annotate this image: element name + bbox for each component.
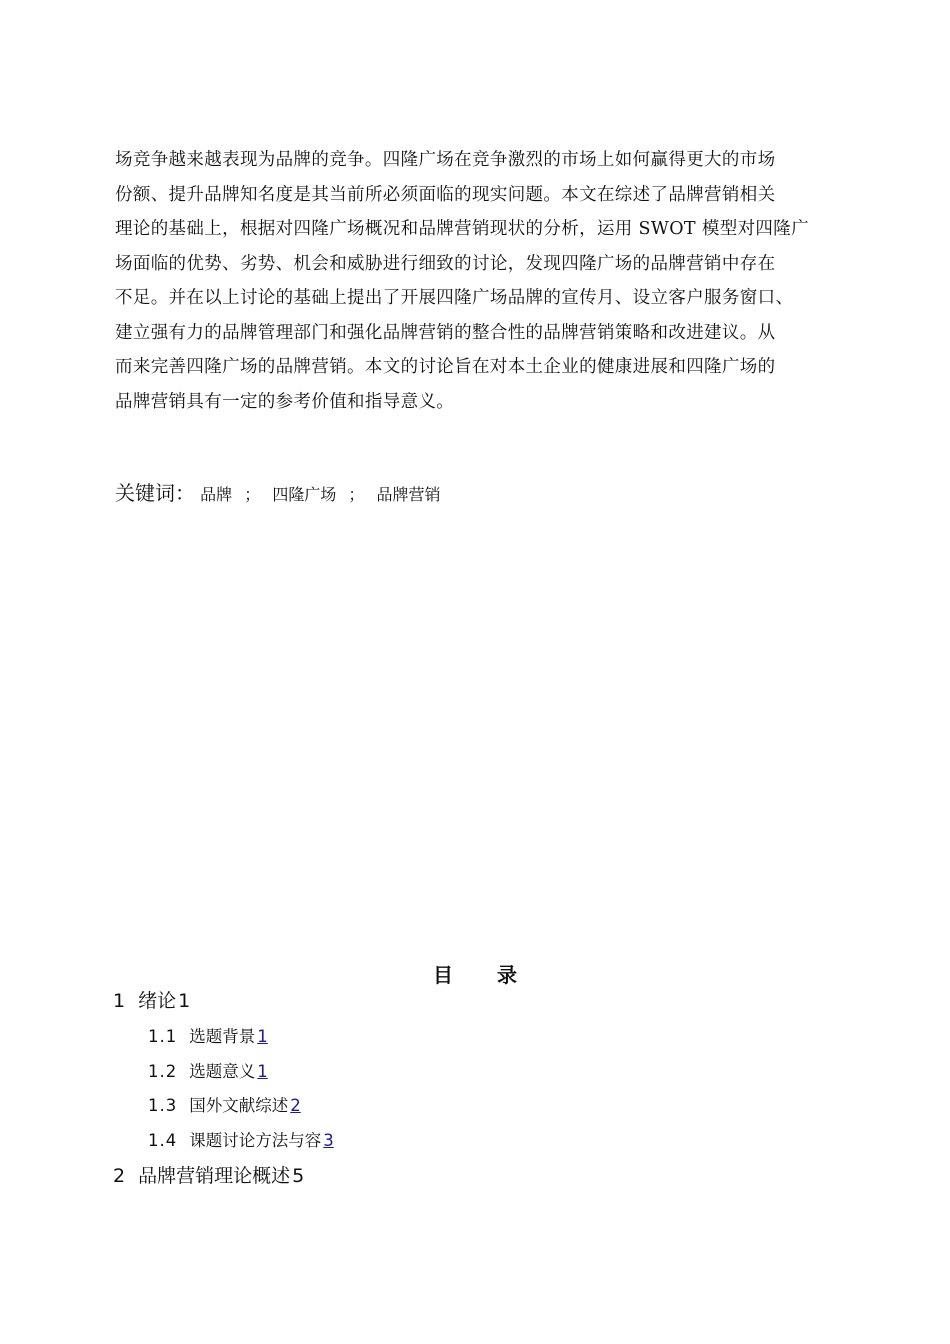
abstract-line: 品牌营销具有一定的参考价值和指导意义。 — [115, 391, 455, 412]
keyword-item: 品牌 — [200, 485, 233, 504]
toc-entry-number: 1 — [113, 990, 127, 1012]
abstract-line: 理论的基础上，根据对四隆广场概况和品牌营销现状的分析，运用 SWOT 模型对四隆广 — [115, 219, 809, 239]
toc-entry-page: 1 — [178, 990, 191, 1012]
toc-entry-number: 1.3 — [148, 1096, 178, 1115]
abstract-paragraph — [115, 143, 845, 419]
keyword-item: 四隆广场 — [272, 485, 337, 504]
keywords-label: 关键词： — [115, 481, 195, 505]
toc-entry-number: 2 — [113, 1165, 127, 1187]
toc-entry[interactable] — [148, 1059, 268, 1085]
toc-page-link[interactable]: 1 — [257, 1027, 268, 1046]
abstract-line: 份额、提升品牌知名度是其当前所必须面临的现实问题。本文在综述了品牌营销相关 — [115, 184, 776, 205]
toc-entry-number: 1.2 — [148, 1062, 178, 1081]
toc-entry[interactable] — [148, 1128, 334, 1154]
toc-page-link[interactable]: 2 — [290, 1096, 301, 1115]
toc-entry[interactable] — [148, 1024, 268, 1050]
toc-entry-number: 1.1 — [148, 1027, 178, 1046]
keywords-line — [115, 478, 441, 508]
toc-entry-page: 5 — [292, 1165, 305, 1187]
toc-title-right: 录 — [497, 963, 517, 987]
abstract-line: 场竞争越来越表现为品牌的竞争。四隆广场在竞争激烈的市场上如何赢得更大的市场 — [115, 150, 776, 170]
toc-entry-title: 绪论 — [138, 990, 177, 1012]
toc-entry — [113, 1163, 304, 1189]
abstract-line: 场面临的优势、劣势、机会和威胁进行细致的讨论，发现四隆广场的品牌营销中存在 — [115, 253, 776, 274]
abstract-line: 而来完善四隆广场的品牌营销。本文的讨论旨在对本土企业的健康进展和四隆广场的 — [115, 357, 776, 377]
toc-page-link[interactable]: 3 — [323, 1131, 334, 1150]
abstract-line: 建立强有力的品牌管理部门和强化品牌营销的整合性的品牌营销策略和改进建议。从 — [115, 322, 776, 343]
toc-entry — [113, 988, 190, 1014]
abstract-line: 不足。并在以上讨论的基础上提出了开展四隆广场品牌的宣传月、设立客户服务窗口、 — [115, 288, 794, 308]
toc-title-left: 目 — [433, 963, 453, 987]
keyword-separator: ； — [348, 485, 365, 504]
toc-entry-title: 国外文献综述 — [189, 1096, 289, 1115]
toc-entry-number: 1.4 — [148, 1131, 178, 1150]
toc-title — [0, 960, 950, 990]
toc-entry[interactable] — [148, 1093, 301, 1119]
toc-entry-title: 课题讨论方法与容 — [189, 1131, 322, 1150]
toc-entry-title: 品牌营销理论概述 — [138, 1165, 291, 1187]
keyword-item: 品牌营销 — [376, 485, 441, 504]
toc-page-link[interactable]: 1 — [257, 1062, 268, 1081]
toc-entry-title: 选题意义 — [189, 1062, 256, 1081]
toc-entry-title: 选题背景 — [189, 1027, 256, 1046]
keyword-separator: ； — [244, 485, 261, 504]
